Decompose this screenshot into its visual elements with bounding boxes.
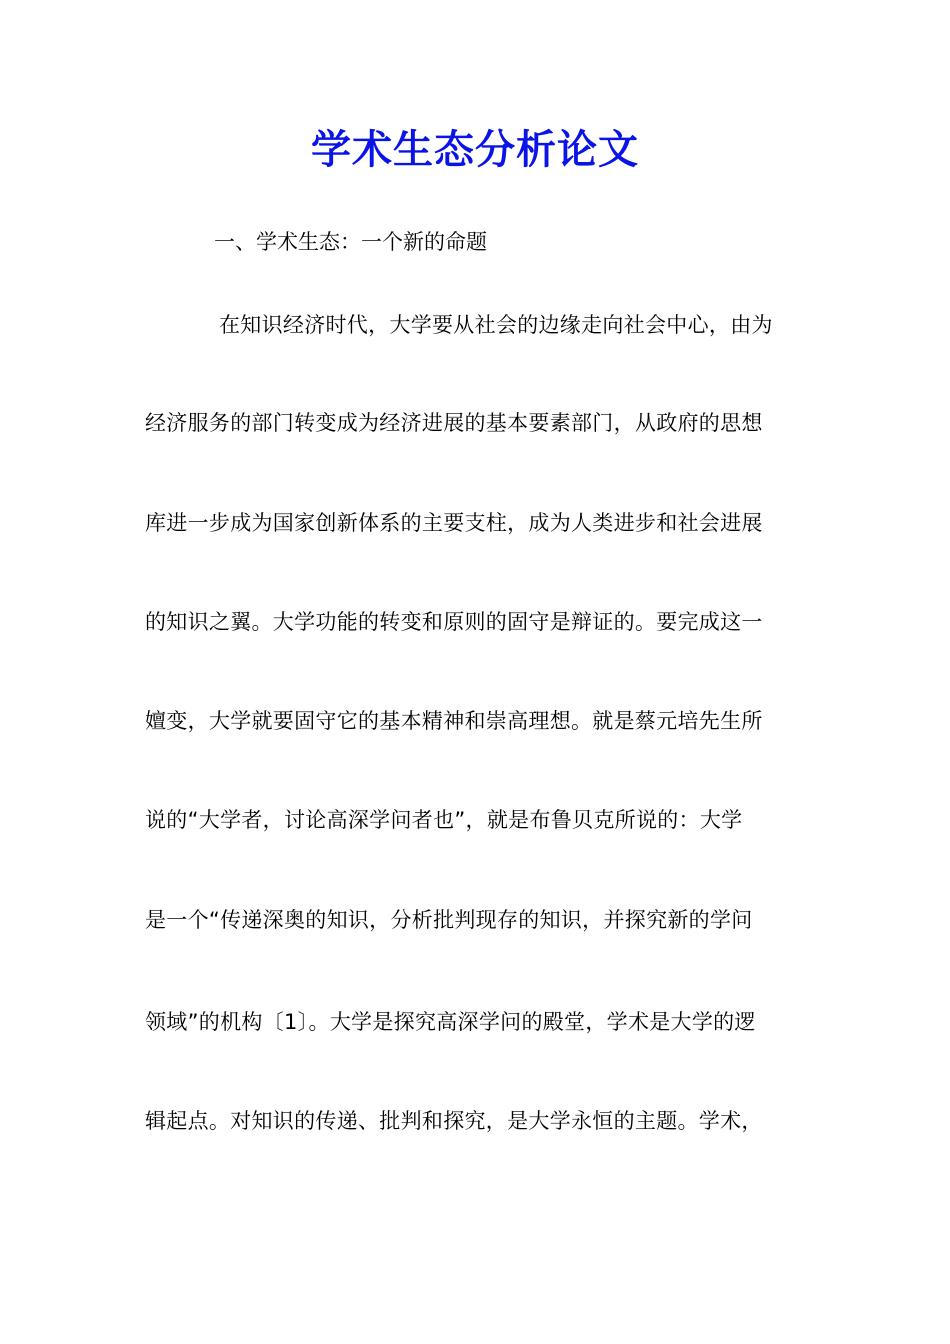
body-line-2: 经济服务的部门转变成为经济进展的基本要素部门，从政府的思想	[145, 411, 763, 435]
body-line-6: 说的“大学者，讨论高深学问者也”，就是布鲁贝克所说的：大学	[145, 808, 743, 832]
body-line-9: 辑起点。对知识的传递、批判和探究，是大学永恒的主题。学术，	[145, 1109, 763, 1133]
document-title: 学术生态分析论文	[311, 126, 639, 173]
body-line-1: 在知识经济时代，大学要从社会的边缘走向社会中心，由为	[219, 313, 773, 337]
body-line-3: 库进一步成为国家创新体系的主要支柱，成为人类进步和社会进展	[145, 511, 763, 535]
section-heading: 一、学术生态：一个新的命题	[214, 230, 487, 254]
body-line-4: 的知识之翼。大学功能的转变和原则的固守是辩证的。要完成这一	[145, 610, 763, 634]
body-line-7: 是一个“传递深奥的知识，分析批判现存的知识，并探究新的学问	[145, 908, 753, 932]
body-line-5: 嬗变，大学就要固守它的基本精神和崇高理想。就是蔡元培先生所	[145, 709, 763, 733]
body-line-8: 领域”的机构〔1〕。大学是探究高深学问的殿堂，学术是大学的逻	[145, 1010, 756, 1034]
